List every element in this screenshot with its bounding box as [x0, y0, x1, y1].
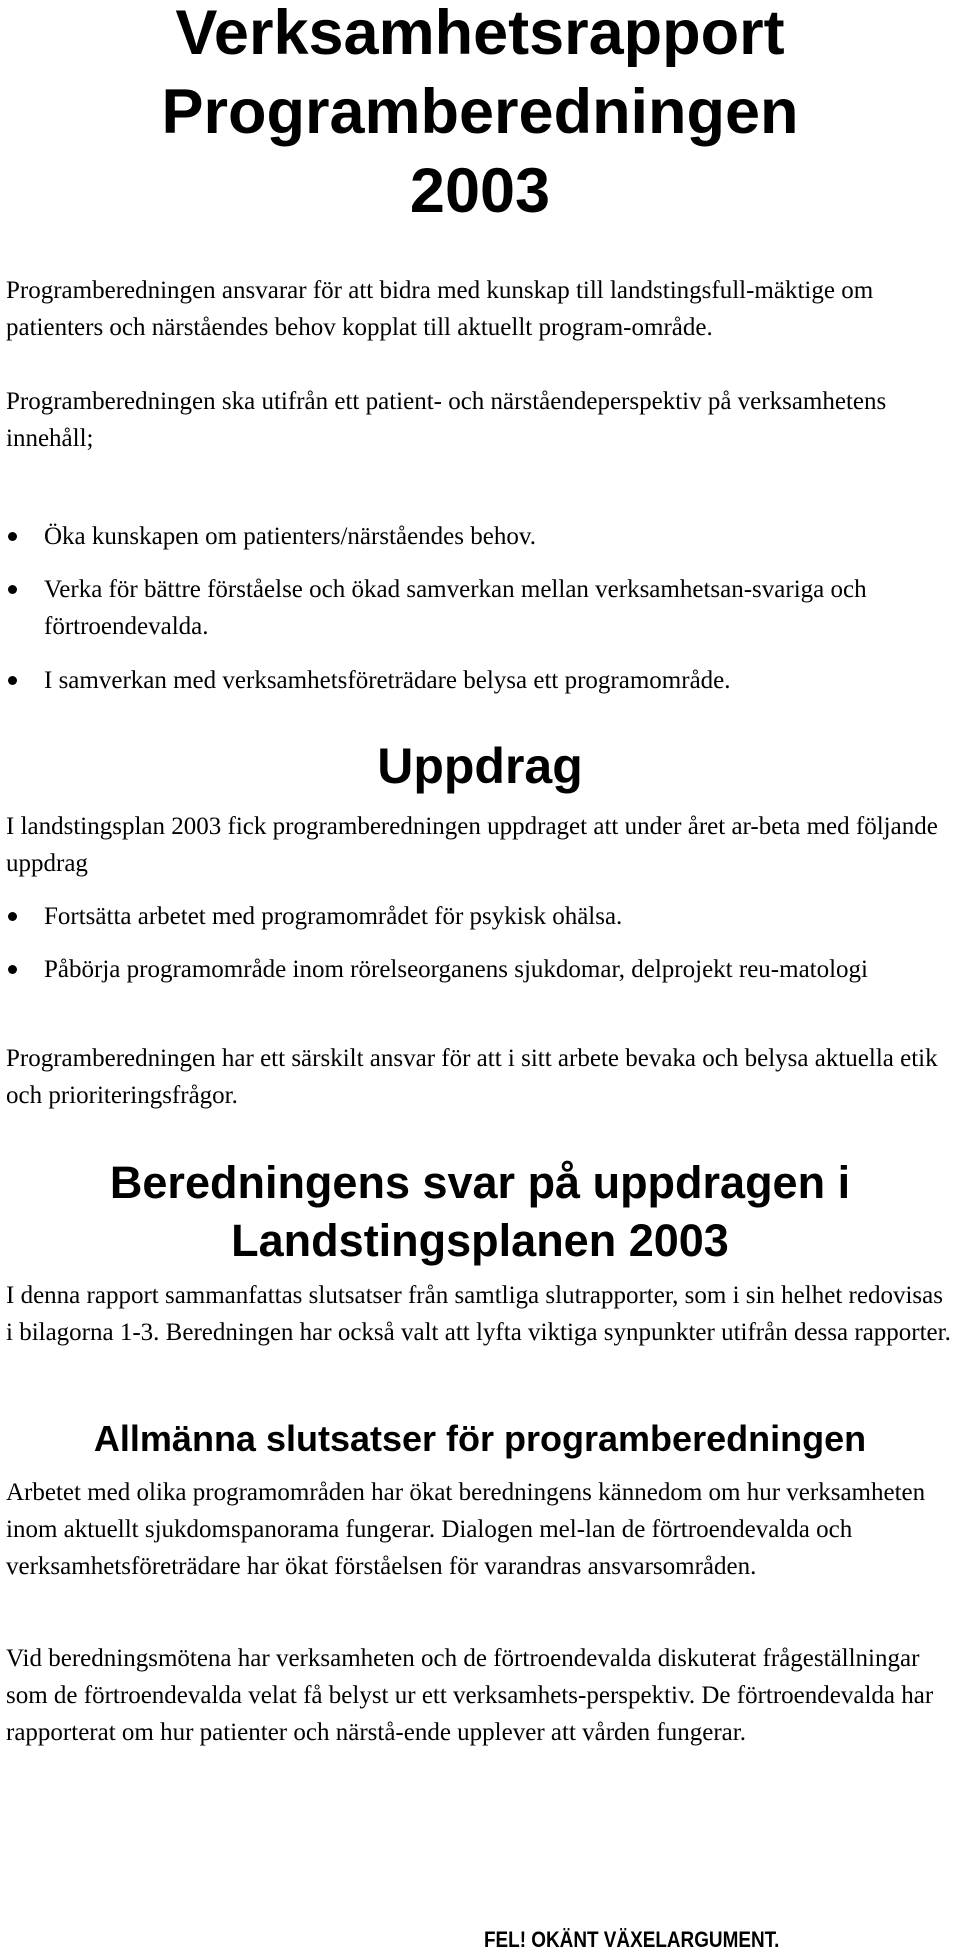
list-item	[0, 662, 944, 699]
title-line-3: 2003	[409, 156, 551, 226]
section-heading-allmanna: Allmänna slutsatser för programberedningen	[93, 1418, 867, 1459]
intro-paragraph-2: Programberedningen ska utifrån ett patient- och närståendeperspektiv på verksamhetens innehåll;	[6, 388, 887, 452]
uppdrag-paragraph-1: I landstingsplan 2003 fick programberedningen uppdraget att under året ar-beta med följande uppdrag	[6, 813, 938, 877]
list-item	[0, 518, 944, 555]
list-item-text: Öka kunskapen om patienters/närståendes behov.	[44, 523, 536, 550]
title-line-1: Verksamhetsrapport	[175, 0, 785, 68]
uppdrag-paragraph-2: Programberedningen har ett särskilt ansvar för att i sitt arbete bevaka och belysa aktuella etik och prioriteringsfrågor.	[6, 1045, 938, 1109]
allmanna-paragraph-2: Vid beredningsmötena har verksamheten och de förtroendevalda diskuterat frågeställningar som de förtroendevalda velat få belyst ur ett verksamhets-perspektiv. De förtroendevalda har rapporterat om hur patienter och närstå-ende upplever att vården fungerar.	[6, 1645, 934, 1746]
bullet-icon	[8, 965, 17, 974]
list-item	[0, 951, 934, 988]
page-title	[0, 0, 960, 231]
bullet-icon	[8, 676, 17, 685]
svar-heading-line-1: Beredningens svar på uppdragen i	[109, 1157, 851, 1208]
section-heading-uppdrag: Uppdrag	[377, 738, 583, 794]
footer-field-error: FEL! OKÄNT VÄXELARGUMENT.	[484, 1927, 780, 1952]
list-item-text: Fortsätta arbetet med programområdet för psykisk ohälsa.	[44, 903, 623, 930]
bullet-icon	[8, 912, 17, 921]
list-item-text: I samverkan med verksamhetsföreträdare belysa ett programområde.	[44, 667, 731, 694]
bullet-icon	[8, 585, 17, 594]
intro-paragraph-1: Programberedningen ansvarar för att bidra med kunskap till landstingsfull-mäktige om patienters och närståendes behov kopplat till aktuellt program-område.	[6, 277, 874, 341]
section-heading-svar	[0, 1154, 960, 1270]
svar-heading-line-2: Landstingsplanen 2003	[231, 1215, 729, 1266]
list-item	[0, 898, 944, 935]
list-item	[0, 571, 924, 645]
svar-paragraph-1: I denna rapport sammanfattas slutsatser från samtliga slutrapporter, som i sin helhet redovisas i bilagorna 1-3. Beredningen har också valt att lyfta viktiga synpunkter utifrån dessa rapporter.	[6, 1282, 951, 1346]
list-item-text: Påbörja programområde inom rörelseorganens sjukdomar, delprojekt reu-matologi	[44, 956, 868, 983]
bullet-icon	[8, 532, 17, 541]
title-line-2: Programberedningen	[161, 77, 799, 147]
list-item-text: Verka för bättre förståelse och ökad samverkan mellan verksamhetsan-svariga och förtroendevalda.	[44, 576, 867, 640]
allmanna-paragraph-1: Arbetet med olika programområden har ökat beredningens kännedom om hur verksamheten inom aktuellt sjukdomspanorama fungerar. Dialogen mel-lan de förtroendevalda och verksamhetsföreträdare har ökat förståelsen för varandras ansvarsområden.	[6, 1479, 926, 1580]
